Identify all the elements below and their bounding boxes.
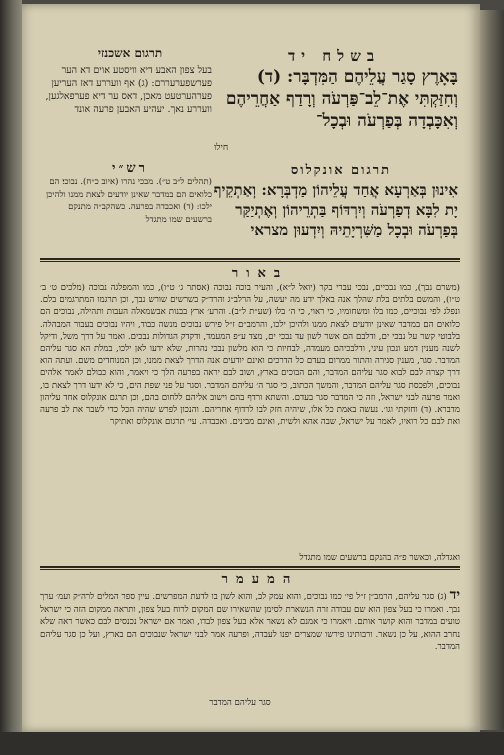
biur-commentary: (משרם נבך), כמו נבכיים, נבכי עברי בקר (יואל ל״א), והעיר בוכה נבוכה (אסתר ג׳ ט״ו), כמו והמפלגה נבוכה (מלכים ט׳ ב׳ ט״ו), והמשם בלתים בלת שהלך אנה באלך ידע מה יעשה, על הרלב״ג והרד״ק בשרשים שורש נבך, וכן תרגמו המתרגמים בלם. ונפלג לפי נבוכיים, כמו בלו ומשחומיו, כי ראוי, כי ה׳ בלו (שע״ת ל״ב). והרע׳ ארץ בבנות אבשמאלה העבות ותהילה, נבוכים הם כלואים הם במדבר שאינן יודעים לצאת ממנו ולהיכן ילכו, והרמב״ם ז״ל פירש נבוכים מנשה כבוד, ויהיו נבוכים בעבור המבהלה. בלבוטי קשר על נבכי ים, ודלבם הם אשר לשון עד נבכי ים, מצד ע״פ המעמד, ודקדק הגדולות נבכים. ואמר על דרך משל, ודיקל לשנה מענין דמע ונכון עיני, ודלבכיהם מעמדה, לבחיות כי הוא מלשון נבכי נהרות, שלא ידעו לאן ילכו, במלת הא סגר עליהם המדבר. סגר, מענין סגירה והתור ממרום בעדם כל הדרכים ואינם יודעים אנה הדרך לצאת ממנו, וכן המנוחדים משם. ועתה הוא דרך קצרה לבם לבוא סגר עליהם המדבר, והם הבוכים בארץ, ושוב לבם יראה בפרעה הלך כי ויאמר, והוא כבולם לאמר אלהים נבוכים, ולפכסת סגר עליהם המדבר, והמשך הכתוב, כי סגר ה׳ עליהם המדבר. וסגר על פני שפת הים, כי לא ידעו דרך לצאת בו, ואמר פרעה לבני ישראל, וזה כי המדבר סגר בעדם. והשתא ורדף בהם וישוב אליהם ללחום בהם, וכן תרגם אונקלוס אחד עליהון מדברא. (ד) וחזקתי וגו׳. נעשה באמת כל אלו, שיהיה חזק לבו לרדוף אחריהם. והנכון לפרש שהיה הכל כדי לשבר את לב פרעה ואת לבם כל רואיו, לאמר על ישראל, שבה אהא ולשית, ואינם מבינים. ואכבדה. עי׳ תרגום אונקלוס ואתיקר xyxy=(40,283,460,428)
page-header-parasha: בשלח יד xyxy=(287,47,381,65)
section-divider-top-thin xyxy=(40,261,460,262)
onkelos-title: תרגום אונקלוס xyxy=(290,163,392,178)
scan-bottom-shadow xyxy=(0,732,504,755)
biur-commentary-end: ואגדלה, וכאשר פ״ה בהנקם ברשעים שמו מתגדל xyxy=(299,553,460,563)
maamar-commentary xyxy=(40,589,460,684)
section-divider-mid-thin xyxy=(40,569,460,570)
section-divider-top xyxy=(40,258,460,260)
maamar-text: (ג) סגר עליהם, הרמב״ן ז״ל פי׳ כמו נבוכים, והוא עמק לב, והוא לשון בו לדעת המפרשים. עיין ספר המלים לרה״ק ועמ׳ ערך נבך. ואמרו כי בעל צפון הוא שם עבודה זרה הנשארת לסימן שהשאירו שם המקום לרוח בעל צפון, ותראה ממקום הזה כי ישראל טועים במדבר והוא קושר אותם. ויאמרו כי אמנם לא נשאר אלא בעל צפון לבדו, ואמר אם ישראל נכנסים לבם כאשר ראה שלא נחרב ההוא, על כן נשאר. ורבותינו פירשו שמצרים יפנו לעבדה, ופרעה אמר לבני ישראל שנבוכים הם בארץ, ועל כן סגר עליהם המדבר. xyxy=(40,592,460,653)
biur-title: באור xyxy=(231,266,289,281)
torah-text: בָּאָרֶץ סָגַר עֲלֵיהֶם הַמִּדְבָּר: (ד) וְחִזַּקְתִּי אֶת־לֵב־פַּרְעֹה וְרָדַף אַחֲרֵיהֶם וְאִכָּבְדָה בְּפַרְעֹה וּבְכָל־ xyxy=(225,67,458,131)
maamar-page-marker: יד xyxy=(449,587,460,603)
maamar-title: המעמר xyxy=(221,572,299,587)
book-page-edge xyxy=(480,10,504,730)
rashi-title: רש״י xyxy=(112,161,148,176)
section-divider-mid xyxy=(40,566,460,568)
yiddish-translation: בעל צפון האבע דיא וויסטע אוים דא הער פערשפערעררם: (ג) אף וועררע דאז העריען פערהערטעט מאכן, דאס ער דיא פערפאלגען, וועררע נאך. יעהיע האבען פרעה אונד xyxy=(45,65,212,115)
maamar-commentary-end: סגר עליהם המדבר xyxy=(209,698,271,708)
rashi-commentary: (תהלים ל״ב ט״). מבכי נהרו (איוב כ״ח). נבוכי׃ הם כלואים הם במדבר שאינן יודעים לצאת ממנו ולהיכן ילכו: (ד) ואכבדה בפרעה. כשהקב״ה מתנקם ברשעים שמו מתגדל xyxy=(46,177,212,225)
targum-ashkenazi-title: תרגום אשכנזי xyxy=(97,46,163,60)
book-binding-left xyxy=(0,0,22,755)
verse-continuation: חילו xyxy=(214,143,229,153)
onkelos-translation: אִינוּן בְּאַרְעָא אֲחַד עֲלֵיהוֹן מַדְבְּרָא: וְאַתְקֵיף יָת לִבָּא דְפַרְעֹה וְיִרְדּוֹף בַּתְרֵיהוֹן וְאֶתְיַקַּר בְּפַרְעֹה וּבְכָל מַשִּׁרְיָתֵיהּ וְיִדְעוּן מצראי xyxy=(213,181,458,239)
